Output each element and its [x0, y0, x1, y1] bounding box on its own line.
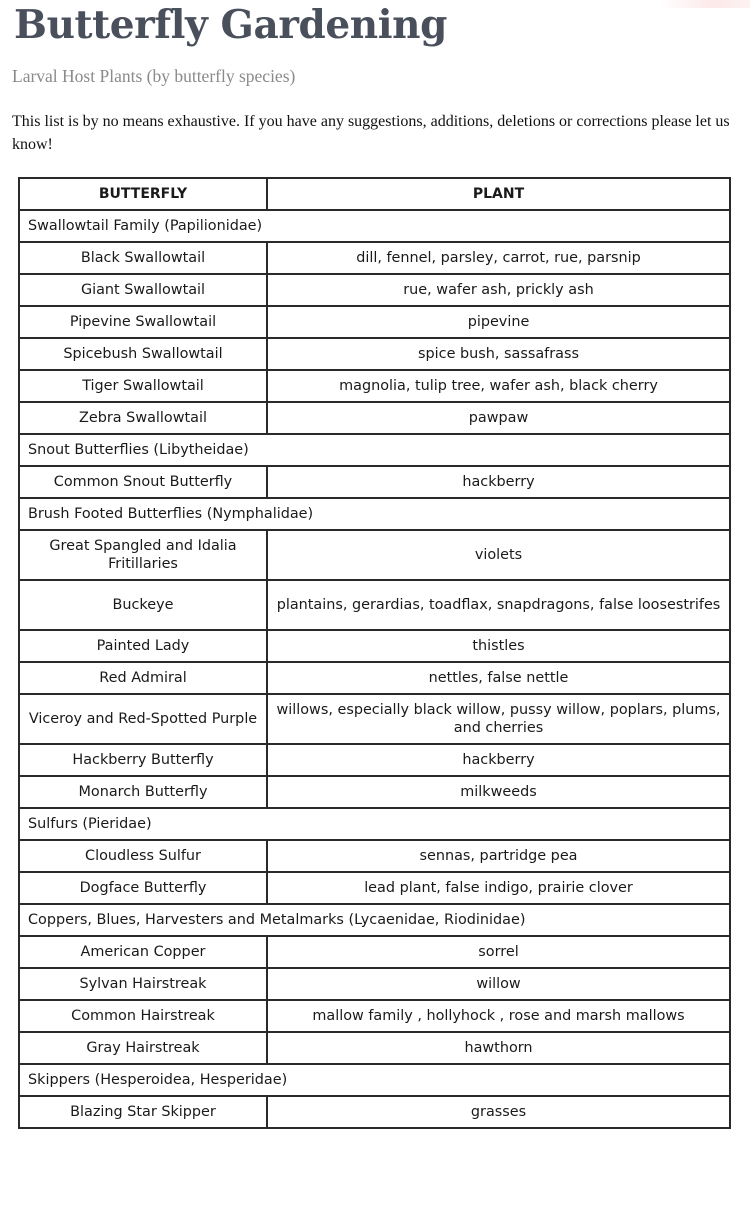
table-row: [19, 630, 730, 662]
table-row: [19, 370, 730, 402]
group-row: [19, 904, 730, 936]
page-title: Butterfly Gardening: [14, 2, 447, 48]
butterfly-cell: Dogface Butterfly: [19, 872, 267, 904]
table-row: [19, 662, 730, 694]
table-row: [19, 872, 730, 904]
plant-cell: hackberry: [267, 466, 730, 498]
plant-cell: grasses: [267, 1096, 730, 1128]
butterfly-cell: Black Swallowtail: [19, 242, 267, 274]
plant-cell: rue, wafer ash, prickly ash: [267, 274, 730, 306]
plant-cell: milkweeds: [267, 776, 730, 808]
table-row: [19, 694, 730, 744]
group-row: [19, 808, 730, 840]
butterfly-cell: Viceroy and Red-Spotted Purple: [19, 694, 267, 744]
table-row: [19, 776, 730, 808]
table-row: [19, 274, 730, 306]
table-row: [19, 1000, 730, 1032]
plant-cell: thistles: [267, 630, 730, 662]
plant-cell: pawpaw: [267, 402, 730, 434]
table-header-row: [19, 178, 730, 210]
butterfly-cell: Blazing Star Skipper: [19, 1096, 267, 1128]
plant-cell: nettles, false nettle: [267, 662, 730, 694]
plant-cell: dill, fennel, parsley, carrot, rue, parsnip: [267, 242, 730, 274]
table-row: [19, 968, 730, 1000]
butterfly-cell: Common Snout Butterfly: [19, 466, 267, 498]
table-row: [19, 580, 730, 630]
butterfly-cell: Painted Lady: [19, 630, 267, 662]
plant-cell: spice bush, sassafrass: [267, 338, 730, 370]
group-name: Brush Footed Butterflies (Nymphalidae): [19, 498, 730, 530]
plant-cell: violets: [267, 530, 730, 580]
group-name: Snout Butterflies (Libytheidae): [19, 434, 730, 466]
plant-cell: pipevine: [267, 306, 730, 338]
butterfly-cell: Cloudless Sulfur: [19, 840, 267, 872]
group-row: [19, 1064, 730, 1096]
group-name: Sulfurs (Pieridae): [19, 808, 730, 840]
group-name: Swallowtail Family (Papilionidae): [19, 210, 730, 242]
table-row: [19, 242, 730, 274]
butterfly-cell: Pipevine Swallowtail: [19, 306, 267, 338]
table-row: [19, 744, 730, 776]
butterfly-cell: Common Hairstreak: [19, 1000, 267, 1032]
host-plants-table: [18, 177, 731, 1129]
plant-column-header: PLANT: [267, 178, 730, 210]
plant-cell: mallow family , hollyhock , rose and marsh mallows: [267, 1000, 730, 1032]
plant-cell: plantains, gerardias, toadflax, snapdragons, false loosestrifes: [267, 580, 730, 630]
group-row: [19, 498, 730, 530]
plant-cell: magnolia, tulip tree, wafer ash, black cherry: [267, 370, 730, 402]
butterfly-cell: Spicebush Swallowtail: [19, 338, 267, 370]
table-row: [19, 306, 730, 338]
table-row: [19, 1096, 730, 1128]
plant-cell: willows, especially black willow, pussy willow, poplars, plums, and cherries: [267, 694, 730, 744]
group-row: [19, 434, 730, 466]
table-row: [19, 402, 730, 434]
plant-cell: hackberry: [267, 744, 730, 776]
butterfly-column-header: BUTTERFLY: [19, 178, 267, 210]
butterfly-cell: Great Spangled and Idalia Fritillaries: [19, 530, 267, 580]
butterfly-cell: Monarch Butterfly: [19, 776, 267, 808]
butterfly-cell: American Copper: [19, 936, 267, 968]
butterfly-cell: Buckeye: [19, 580, 267, 630]
plant-cell: sorrel: [267, 936, 730, 968]
table-row: [19, 466, 730, 498]
butterfly-cell: Giant Swallowtail: [19, 274, 267, 306]
butterfly-cell: Zebra Swallowtail: [19, 402, 267, 434]
table-row: [19, 840, 730, 872]
group-row: [19, 210, 730, 242]
butterfly-cell: Tiger Swallowtail: [19, 370, 267, 402]
page-subtitle: Larval Host Plants (by butterfly species): [12, 66, 296, 86]
butterfly-cell: Sylvan Hairstreak: [19, 968, 267, 1000]
table-row: [19, 936, 730, 968]
scan-artifact: [660, 0, 750, 8]
plant-cell: lead plant, false indigo, prairie clover: [267, 872, 730, 904]
butterfly-cell: Hackberry Butterfly: [19, 744, 267, 776]
table-row: [19, 530, 730, 580]
table-row: [19, 1032, 730, 1064]
intro-text: This list is by no means exhaustive. If you have any suggestions, additions, deletions or corrections please let us know!: [12, 113, 730, 153]
plant-cell: sennas, partridge pea: [267, 840, 730, 872]
butterfly-cell: Gray Hairstreak: [19, 1032, 267, 1064]
plant-cell: willow: [267, 968, 730, 1000]
group-name: Coppers, Blues, Harvesters and Metalmarks (Lycaenidae, Riodinidae): [19, 904, 730, 936]
plant-cell: hawthorn: [267, 1032, 730, 1064]
butterfly-cell: Red Admiral: [19, 662, 267, 694]
table-row: [19, 338, 730, 370]
group-name: Skippers (Hesperoidea, Hesperidae): [19, 1064, 730, 1096]
